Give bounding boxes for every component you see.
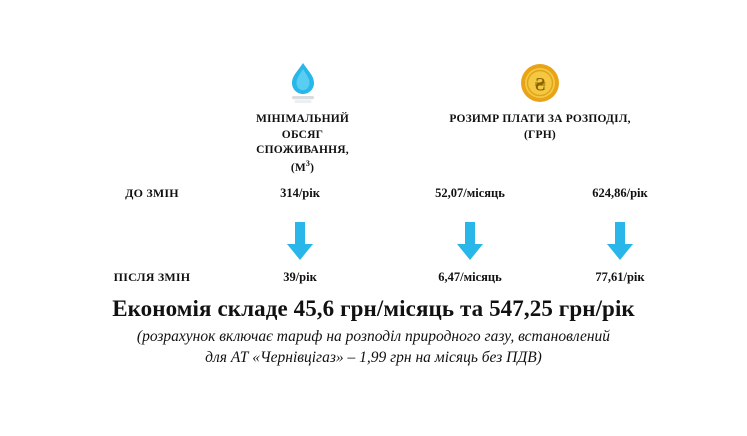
arrow-down-icon (283, 222, 317, 262)
payment-title-line-1: РОЗИМР ПЛАТИ ЗА РОЗПОДІЛ, (449, 113, 631, 125)
summary-headline: Економія складе 45,6 грн/місяць та 547,25 грн/рік (112, 296, 635, 321)
volume-title-line-2: ОБСЯГ (281, 128, 324, 141)
arrow-down-icon (453, 222, 487, 262)
row-label-after: ПІСЛЯ ЗМІН (113, 270, 191, 284)
cell-after-payment-year: 77,61/рік (595, 270, 645, 284)
cell-before-volume: 314/рік (280, 186, 320, 200)
row-label-before: ДО ЗМІН (125, 186, 179, 200)
volume-unit-exponent: 3 (305, 158, 311, 168)
arrow-down-icon (603, 222, 637, 262)
payment-title-line-2: (ГРН) (524, 128, 556, 141)
column-headers (0, 60, 747, 174)
column-header-payment (395, 60, 685, 143)
volume-title-line-1: МІНІМАЛЬНИЙ (255, 113, 350, 125)
cell-after-volume: 39/рік (283, 270, 317, 284)
arrow-group (0, 222, 747, 264)
volume-title-line-3: СПОЖИВАННЯ, (256, 144, 349, 157)
cell-after-payment-month: 6,47/місяць (438, 270, 502, 284)
cell-before-payment-month: 52,07/місяць (435, 186, 505, 200)
summary-note-line-2: для АТ «Чернівцігаз» – 1,99 грн на місяць без ПДВ) (205, 348, 542, 366)
column-title-volume (215, 112, 390, 176)
volume-unit-open: (М (290, 161, 306, 174)
column-title-payment (395, 112, 685, 143)
volume-title-line-4 (215, 159, 390, 176)
gas-flame-icon (215, 60, 390, 106)
cell-before-payment-year: 624,86/рік (592, 186, 648, 200)
column-header-volume (215, 60, 390, 176)
volume-unit-close: ) (310, 161, 315, 174)
hryvnia-coin-icon (395, 60, 685, 106)
summary-block (0, 296, 747, 369)
summary-note-line-1: (розрахунок включає тариф на розподіл природного газу, встановлений (136, 328, 611, 345)
svg-text:₴: ₴ (534, 74, 546, 96)
summary-note (0, 327, 747, 369)
